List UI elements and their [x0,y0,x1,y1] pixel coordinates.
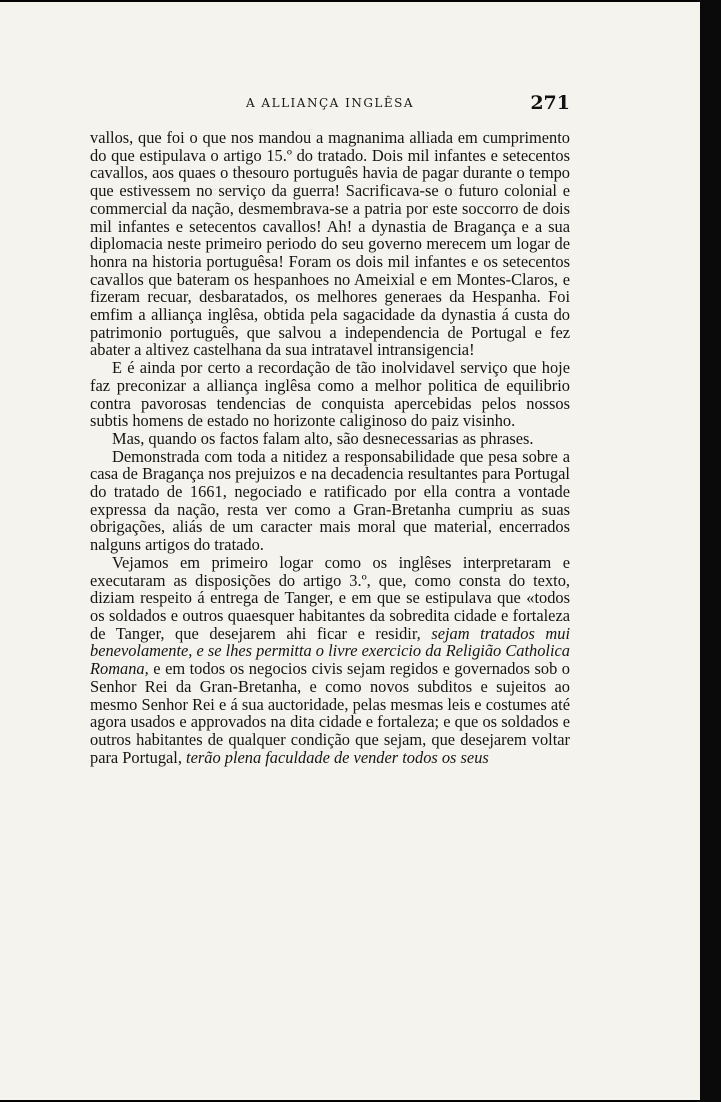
paragraph-5-italic-b: terão plena faculdade de vender todos os seus [186,747,489,767]
page-header [90,94,570,114]
paragraph-1-text: vallos, que foi o que nos mandou a magnanima alliada em cumprimento do que estipulava o artigo 15.º do tratado. Dois mil infantes e setecentos cavallos, aos quaes o thesouro português havia de pagar durante o tempo que estivessem no serviço da guerra! Sacrificava-se o futuro colonial e commercial da nação, desmembrava-se a patria por este soccorro de dois mil infantes e setecentos cavallos! Ah! a dynastia de Bragança e a sua diplomacia neste primeiro periodo do seu governo merecem um logar de honra na historia portuguêsa! Foram os dois mil infantes e os setecentos cavallos que bateram os hespanhoes no Ameixial e em Montes-Claros, e fizeram recuar, desbaratados, os melhores generaes da Hespanha. Foi emfim a alliança inglêsa, obtida pela sagacidade da dynastia á custa do patrimonio português, que salvou a independencia de Portugal e fez abater a altivez castelhana da sua intratavel intransigencia! [90,128,570,360]
scan-border [700,0,721,1102]
paragraph-5 [90,554,570,766]
paragraph-3 [90,430,570,448]
paragraph-1 [90,129,570,359]
paragraph-5-text-a: Vejamos em primeiro logar como os inglêses interpretaram e executaram as disposições do artigo 3.º, que, como consta do texto, diziam respeito á entrega de Tanger, e em que se estipulava que «todos os soldados e outros quaesquer habitantes da sobredita cidade e fortaleza de Tanger, que desejarem ahi ficar e residir, [90,552,570,643]
page-number: 271 [530,92,570,114]
paragraph-3-text: Mas, quando os factos falam alto, são desnecessarias as phrases. [112,428,534,448]
running-title: A ALLIANÇA INGLÊSA [245,96,415,110]
paragraph-5-italic-a: sejam tratados mui benevolamente, e se lhes permitta o livre exercicio da Religião Catholica Romana, [90,623,570,679]
book-page [0,2,700,1100]
paragraph-2 [90,359,570,430]
paragraph-2-text: E é ainda por certo a recordação de tão inolvidavel serviço que hoje faz preconizar a alliança inglêsa como a melhor politica de equilibrio contra pavorosas tendencias de conquista apercebidas pelos nossos subtis homens de estado no horizonte caliginoso do paiz visinho. [90,358,570,431]
paragraph-4-text: Demonstrada com toda a nitidez a responsabilidade que pesa sobre a casa de Bragança nos prejuizos e na decadencia resultantes para Portugal do tratado de 1661, negociado e ratificado por ella contra a vontade expressa da nação, resta ver como a Gran-Bretanha cumpriu as suas obrigações, aliás de um caracter mais moral que material, encerrados nalguns artigos do tratado. [90,446,570,555]
paragraph-5-text-b: e em todos os negocios civis sejam regidos e governados sob o Senhor Rei da Gran-Bretanha, e como novos subditos e sujeitos ao mesmo Senhor Rei e á sua auctoridade, pelas mesmas leis e costumes até agora usados e approvados na dita cidade e fortaleza; e que os soldados e outros habitantes de qualquer condição que sejam, que desejarem voltar para Portugal, [90,659,570,767]
paragraph-4 [90,448,570,554]
body-text [90,129,570,766]
